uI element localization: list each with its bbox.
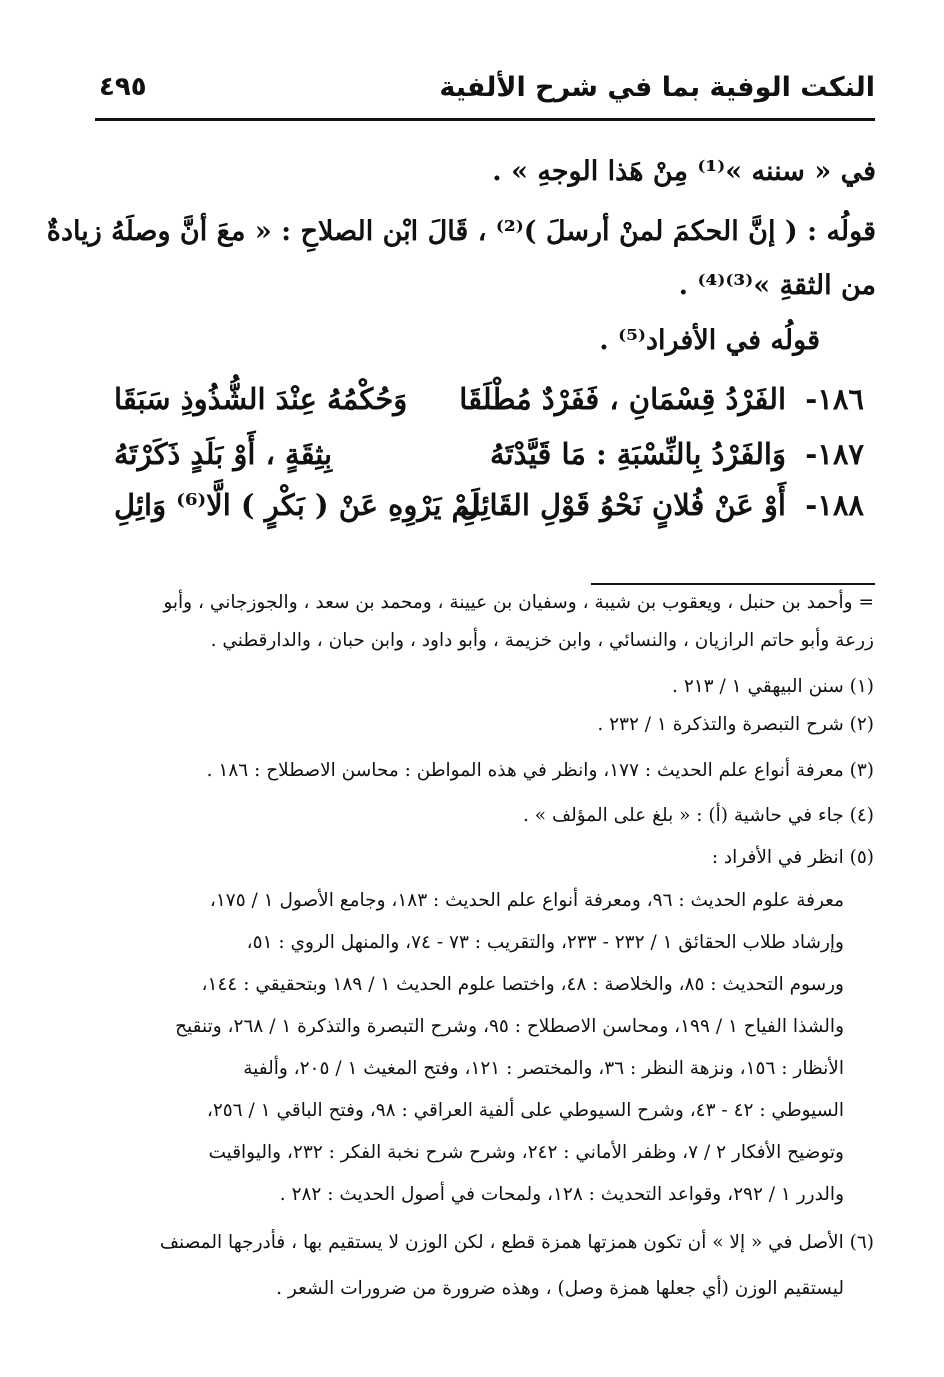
verse-188 [74,488,864,528]
running-title: النكت الوفية بما في شرح الألفية [439,72,875,103]
verse-187 [74,437,864,477]
page-header [95,66,875,114]
footnote-5-line: والشذا الفياح ١ / ١٩٩، ومحاسن الاصطلاح : ٩٥، وشرح التبصرة والتذكرة ١ / ٢٦٨، وتنقيح [175,1016,844,1037]
footnote-5-line: وإرشاد طلاب الحقائق ١ / ٢٣٢ - ٢٣٣، والتقريب : ٧٣ - ٧٤، والمنهل الروي : ٥١، [246,932,844,953]
page-number: ٤٩٥ [99,72,147,102]
footnote-5-line: الأنظار : ١٥٦، ونزهة النظر : ٣٦، والمختصر : ١٢١، وفتح المغيث ١ / ٢٠٥، وألفية [243,1058,844,1079]
verse-number: ١٨٧- [805,437,864,471]
footnote-5-line: ورسوم التحديث : ٨٥، والخلاصة : ٤٨، واختصا علوم الحديث ١ / ١٨٩ وبتحقيقي : ١٤٤، [201,974,844,995]
footnote-4: (٤) جاء في حاشية (أ) : « بلغ على المؤلف » . [522,805,874,826]
footnote-5-line: معرفة علوم الحديث : ٩٦، ومعرفة أنواع علم الحديث : ١٨٣، وجامع الأصول ١ / ١٧٥، [209,890,844,911]
footnote-5-heading: (٥) انظر في الأفراد : [711,847,874,868]
body-line-2: قولُه : ( إنَّ الحكمَ لمنْ أرسلَ )⁽²⁾ ، قَالَ ابْن الصلاحِ : « معَ أنَّ وصلَهُ زيادةٌ [46,216,876,247]
verse-second-hemistich: بِثِقَةٍ ، أَوْ بَلَدٍ ذَكَرْتَهُ [114,437,333,471]
footnote-3: (٣) معرفة أنواع علم الحديث : ١٧٧، وانظر في هذه المواطن : محاسن الاصطلاح : ١٨٦ . [206,760,874,781]
verse-second-hemistich: وَحُكْمُهُ عِنْدَ الشُّذُوذِ سَبَقَا [114,382,408,416]
body-line-1: في « سننه »⁽¹⁾ مِنْ هَذا الوجهِ » . [492,156,876,187]
verse-number: ١٨٨- [805,488,864,522]
verse-first-hemistich: أَوْ عَنْ فُلانٍ نَحْوُ قَوْلِ القَائِلِ [459,488,786,522]
verse-186 [74,382,864,422]
footnote-6-continuation: ليستقيم الوزن (أي جعلها همزة وصل) ، وهذه ضرورة من ضرورات الشعر . [276,1278,844,1299]
footnote-5-line: والدرر ١ / ٢٩٢، وقواعد التحديث : ١٢٨، ولمحات في أصول الحديث : ٢٨٢ . [279,1184,844,1205]
verse-second-hemistich: لَمْ يَرْوِهِ عَنْ ( بَكْرٍ ) الَّا⁽⁶⁾ وَائِلِ [114,488,480,522]
verse-number: ١٨٦- [805,382,864,416]
footnote-1: (١) سنن البيهقي ١ / ٢١٣ . [672,676,874,697]
footnote-continuation-1: = وأحمد بن حنبل ، ويعقوب بن شيبة ، وسفيان بن عيينة ، ومحمد بن سعد ، والجوزجاني ، وأبو [163,592,874,613]
footnote-6: (٦) الأصل في « إلا » أن تكون همزتها همزة قطع ، لكن الوزن لا يستقيم بها ، فأدرجها المصنف [159,1232,874,1253]
verse-first-hemistich: الفَرْدُ قِسْمَانِ ، فَفَرْدٌ مُطْلَقَا [459,382,786,416]
footnote-separator [591,583,875,585]
body-line-4: قولُه في الأفراد⁽⁵⁾ . [599,325,820,356]
footnote-5-line: وتوضيح الأفكار ٢ / ٧، وظفر الأماني : ٢٤٢، وشرح شرح نخبة الفكر : ٢٣٢، واليواقيت [208,1142,844,1163]
header-rule [95,118,875,121]
verse-first-hemistich: وَالفَرْدُ بِالنِّسْبَةِ : مَا قَيَّدْتَهُ [489,437,786,471]
footnote-continuation-2: زرعة وأبو حاتم الرازيان ، والنسائي ، وابن خزيمة ، وأبو داود ، وابن حبان ، والدارقطني . [210,630,874,651]
footnote-2: (٢) شرح التبصرة والتذكرة ١ / ٢٣٢ . [597,714,874,735]
body-line-3: من الثقةِ »⁽³⁾⁽⁴⁾ . [678,270,876,301]
footnote-5-line: السيوطي : ٤٢ - ٤٣، وشرح السيوطي على ألفية العراقي : ٩٨، وفتح الباقي ١ / ٢٥٦، [206,1100,844,1121]
